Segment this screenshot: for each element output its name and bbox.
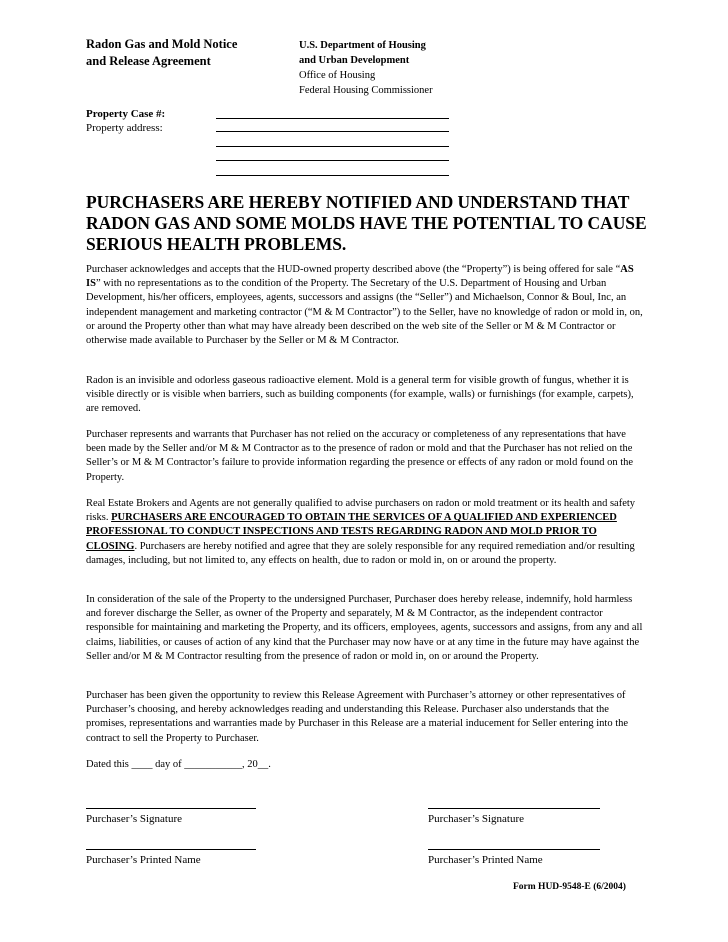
property-case-label: Property Case #: xyxy=(86,108,166,120)
property-address-field-3[interactable] xyxy=(216,160,449,161)
form-title-line2: and Release Agreement xyxy=(86,54,211,68)
form-title-line1: Radon Gas and Mold Notice xyxy=(86,37,238,51)
health-notice xyxy=(86,192,647,255)
paragraph-definitions: Radon is an invisible and odorless gaseous radioactive element. Mold is a general term for visible growth of fungus, whether it is visible directly or is visible when barriers, such as building components (for example, walls) or furnishings (for example, carpets), are removed. xyxy=(86,375,634,415)
paragraph-review: Purchaser has been given the opportunity to review this Release Agreement with Purchaser’s attorney or other representatives of Purchaser’s choosing, and hereby acknowledges reading and understanding this Release. Purchaser also understands that the promises, representations and warranties made by Purchaser in this Release are a material inducement for Seller entering into the contract to sell the Property to Purchaser. xyxy=(86,690,629,744)
paragraph-release: In consideration of the sale of the Property to the undersigned Purchaser, Purchaser does hereby release, indemnify, hold harmless and forever discharge the Seller, as owner of the Property and separately, M & M Contractor, as the independent contractor responsible for maintaining and marketing the Property, and its officers, employees, agents, successors and assigns, from any and all claims, liabilities, or causes of action of any kind that the Purchaser may now have or at any time in the future may have against the Seller and/or M & M Contractor resulting from the presence of radon or mold in, on or around the Property. xyxy=(86,594,643,662)
paragraph-brokers: Real Estate Brokers and Agents are not generally qualified to advise purchasers on radon or mold treatment or its health and safety risks. PURCHASERS ARE ENCOURAGED TO OBTAIN THE SERVICES OF A QUALIFIED AND EXPERIENCED PROFESSIONAL TO CONDUCT INSPECTIONS AND TESTS REGARDING RADON AND MOLD PRIOR TO CLOSING. Purchasers are hereby notified and agree that they are solely responsible for any required remediation and/or resulting damages, including, but not limited to, any effects on health, due to radon or mold in, on or around the property. xyxy=(86,498,636,566)
agency-line2: and Urban Development xyxy=(299,55,410,66)
property-case-field[interactable] xyxy=(216,118,449,119)
agency-block xyxy=(299,38,433,98)
purchaser-name-line-2[interactable] xyxy=(428,849,600,850)
property-address-label: Property address: xyxy=(86,122,163,134)
purchaser-name-label-1: Purchaser’s Printed Name xyxy=(86,854,201,866)
health-notice-line3: SERIOUS HEALTH PROBLEMS. xyxy=(86,234,347,254)
paragraph-acknowledgement: Purchaser acknowledges and accepts that the HUD-owned property described above (the “Property”) is being offered for sale “AS IS” with no representations as to the condition of the Property. The Secretary of the U.S. Department of Housing and Urban Development, his/her officers, employees, agents, successors and assigns (the “Seller”) and Michaelson, Connor & Boul, Inc, an independent management and marketing contractor (“M & M Contractor”) to the Seller, have no knowledge of radon or mold in, on, or around the Property other than what may have already been described on the web site of the Seller or M & M Contractor or otherwise made available to Purchaser by the Seller or M & M Contractor. xyxy=(86,264,643,347)
form-number: Form HUD-9548-E (6/2004) xyxy=(513,882,626,892)
purchaser-name-line-1[interactable] xyxy=(86,849,256,850)
paragraph-representations: Purchaser represents and warrants that Purchaser has not relied on the accuracy or completeness of any representations that have been made by the Seller and/or M & M Contractor as to the presence of radon or mold and that the Purchaser has not relied on the Seller’s or M & M Contractor’s failure to provide information regarding the presence or effects of any radon or mold found on the Property. xyxy=(86,429,634,483)
form-title xyxy=(86,36,237,70)
purchaser-signature-label-2: Purchaser’s Signature xyxy=(428,813,525,825)
health-notice-line1: PURCHASERS ARE HEREBY NOTIFIED AND UNDERSTAND THAT xyxy=(86,192,630,212)
agency-line4: Federal Housing Commissioner xyxy=(299,85,433,96)
purchaser-signature-label-1: Purchaser’s Signature xyxy=(86,813,183,825)
property-address-field-1[interactable] xyxy=(216,131,449,132)
purchaser-signature-line-1[interactable] xyxy=(86,808,256,809)
property-address-field-2[interactable] xyxy=(216,146,449,147)
purchaser-name-label-2: Purchaser’s Printed Name xyxy=(428,854,543,866)
dated-line: Dated this ____ day of ___________, 20__. xyxy=(86,759,271,770)
purchaser-signature-line-2[interactable] xyxy=(428,808,600,809)
health-notice-line2: RADON GAS AND SOME MOLDS HAVE THE POTENTIAL TO CAUSE xyxy=(86,213,647,233)
as-is-text: AS IS xyxy=(86,264,634,290)
inspection-recommendation: PURCHASERS ARE ENCOURAGED TO OBTAIN THE SERVICES OF A QUALIFIED AND EXPERIENCED PROFESSIONAL TO CONDUCT INSPECTIONS AND TESTS REGARDING RADON AND MOLD PRIOR TO CLOSING xyxy=(86,512,617,552)
agency-line1: U.S. Department of Housing xyxy=(299,40,426,51)
property-address-field-4[interactable] xyxy=(216,175,449,176)
agency-line3: Office of Housing xyxy=(299,70,376,81)
